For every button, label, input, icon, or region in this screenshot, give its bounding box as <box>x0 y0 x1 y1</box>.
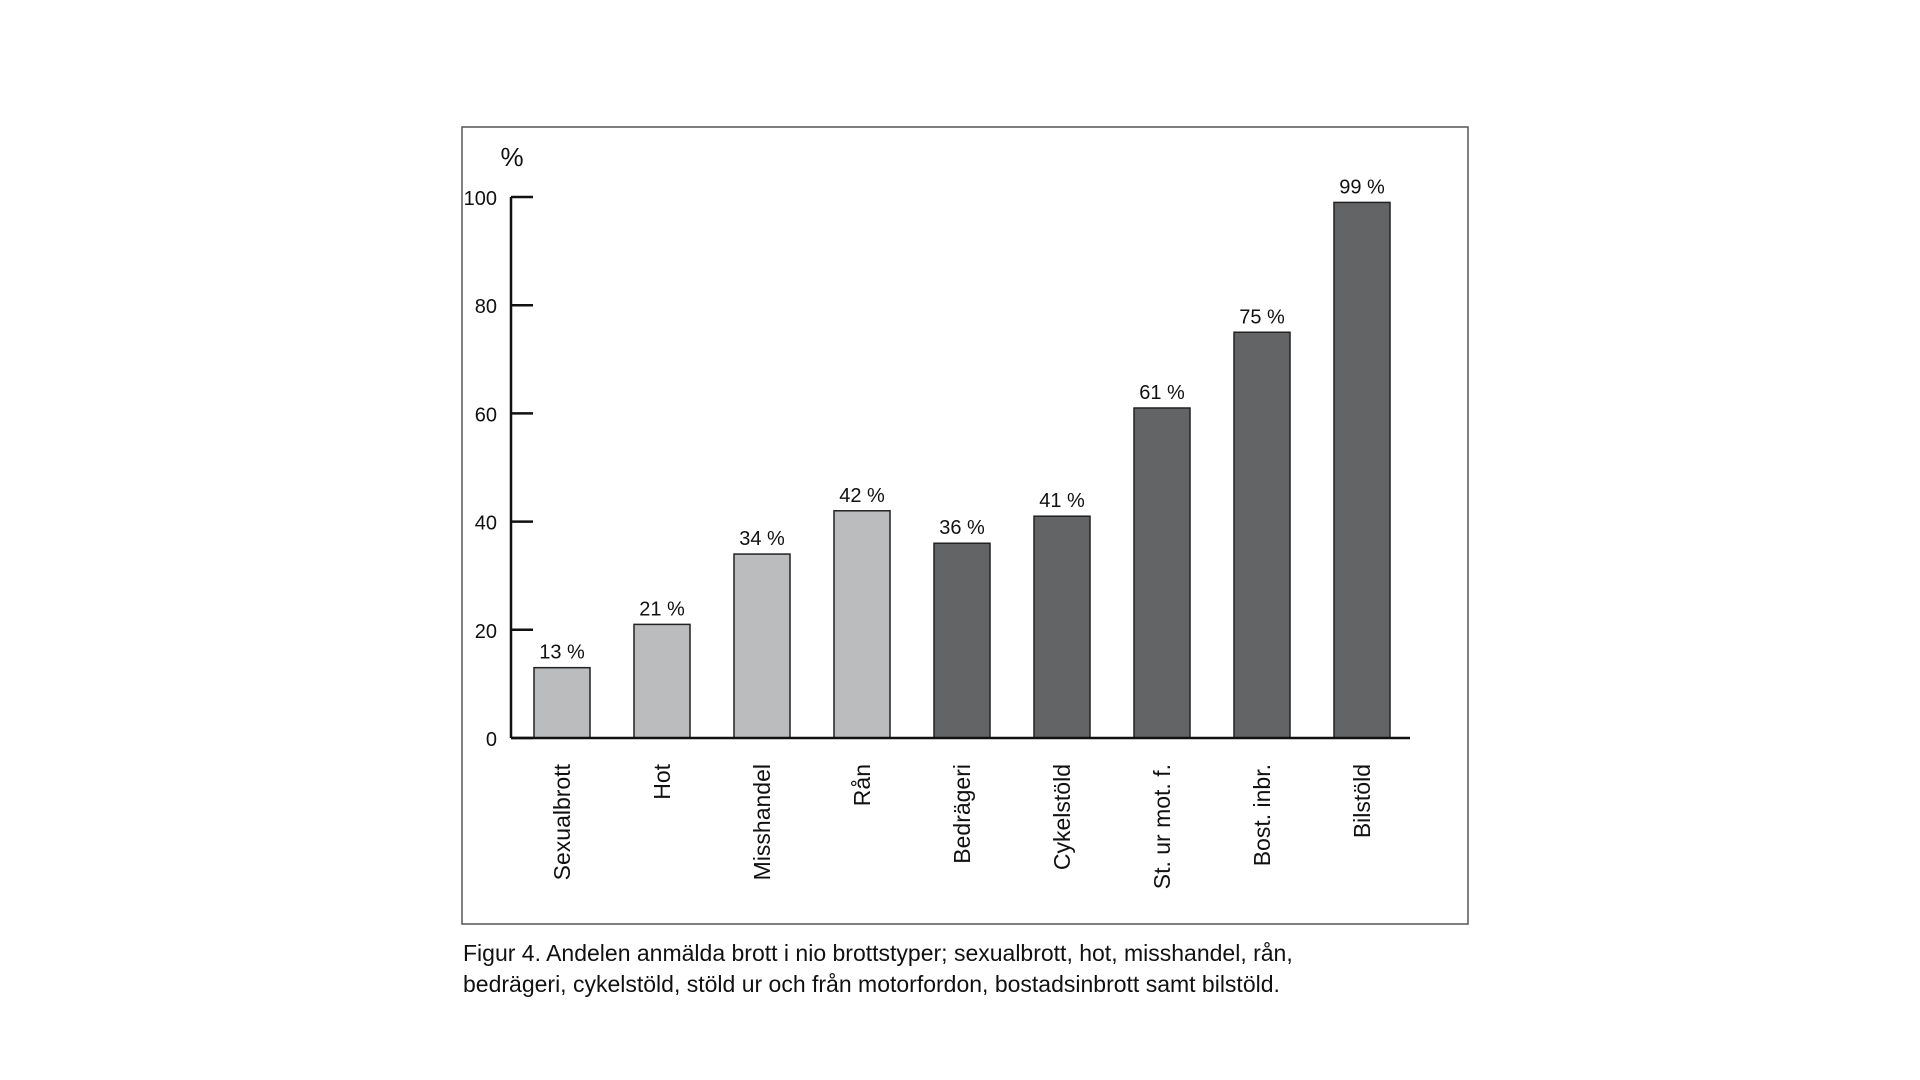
category-label: Sexualbrott <box>549 764 575 881</box>
bar <box>534 668 590 738</box>
bar <box>1134 408 1190 738</box>
bar-value-label: 41 % <box>1039 490 1085 513</box>
caption-line-2: bedrägeri, cykelstöld, stöld ur och från motorfordon, bostadsinbrott samt bilstöld. <box>463 971 1280 997</box>
bar <box>1234 332 1290 738</box>
category-label: Rån <box>849 764 875 807</box>
bar-value-label: 42 % <box>839 484 885 507</box>
bar-value-label: 13 % <box>539 641 585 664</box>
bar-value-label: 36 % <box>939 517 985 540</box>
category-label: Misshandel <box>749 764 775 881</box>
bar <box>934 543 990 738</box>
bar-value-label: 75 % <box>1239 306 1285 329</box>
bar-value-label: 61 % <box>1139 381 1185 404</box>
y-tick-label: 0 <box>485 729 497 751</box>
bar <box>1034 516 1090 738</box>
category-label: Cykelstöld <box>1049 764 1075 871</box>
bar <box>1334 202 1390 738</box>
y-tick-label: 20 <box>474 620 497 643</box>
y-tick-label: 60 <box>474 404 497 427</box>
y-tick-label: 100 <box>463 188 497 210</box>
bar <box>734 554 790 738</box>
category-label: Bedrägeri <box>949 764 975 864</box>
figure-caption <box>463 938 1503 1000</box>
y-tick-label: 40 <box>474 512 497 535</box>
bar <box>634 624 690 738</box>
y-axis-unit-label: % <box>500 142 524 172</box>
bar-value-label: 34 % <box>739 528 785 551</box>
category-label: Hot <box>649 764 675 800</box>
category-label: St. ur mot. f. <box>1149 764 1175 890</box>
y-tick-label: 80 <box>474 296 497 319</box>
caption-line-1: Figur 4. Andelen anmälda brott i nio brottstyper; sexualbrott, hot, misshandel, rån, <box>463 940 1293 966</box>
bar-value-label: 99 % <box>1339 176 1385 199</box>
bar-value-label: 21 % <box>639 598 685 621</box>
bar <box>834 511 890 738</box>
category-label: Bilstöld <box>1349 764 1375 839</box>
category-label: Bost. inbr. <box>1249 764 1275 867</box>
